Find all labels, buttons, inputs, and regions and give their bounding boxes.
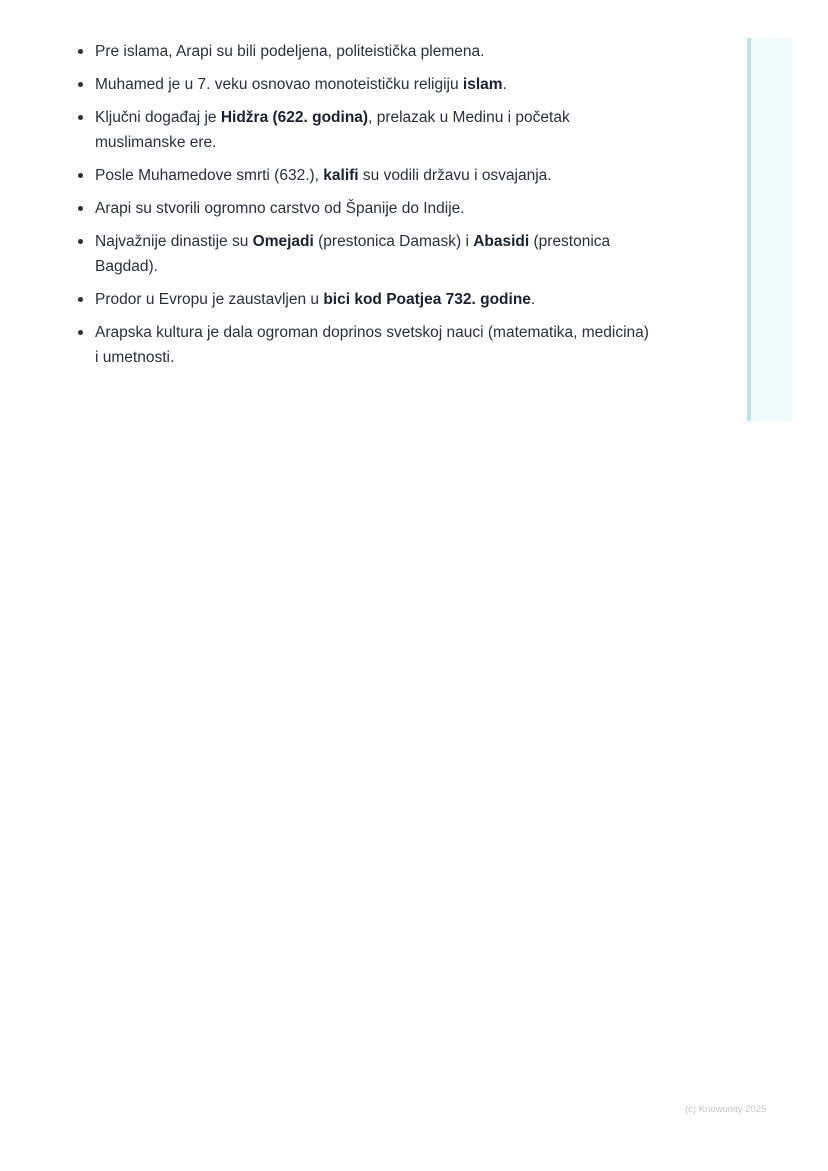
text: Arapi su stvorili ogromno carstvo od Španije do Indije. [95,200,465,217]
list-item [95,287,655,312]
text: Muhamed je u 7. veku osnovao monoteističku religiju [95,76,463,93]
list-item [95,196,655,221]
side-note-panel [747,38,792,421]
text: . [502,76,507,93]
list-item [95,105,655,155]
list-item [95,163,655,188]
bold-text: Abasidi [473,233,530,250]
text: (prestonica Bagdad). [95,233,611,275]
text: . [530,291,536,308]
copyright-footer: (c) Knowunity 2025 [685,1104,767,1115]
summary-bullet-list [95,39,655,378]
list-item [95,229,655,279]
bold-text: Omejadi [252,233,314,250]
text: Pre islama, Arapi su bili podeljena, politeistička plemena. [95,43,485,60]
bold-text: kalifi [323,167,359,184]
list-item [95,72,655,97]
text: Ključni događaj je [95,109,221,126]
text: Najvažnije dinastije su [95,233,253,250]
bold-text: Hidžra (622. godina) [220,109,369,126]
text: Prodor u Evropu je zaustavljen u [95,291,324,308]
text: (prestonica Damask) i [313,233,474,250]
list-item [95,39,655,64]
bold-text: bici kod Poatjea 732. godine [323,291,531,308]
text: Posle Muhamedove smrti (632.), [95,167,324,184]
text: su vodili državu i osvajanja. [358,167,552,184]
bold-text: islam [462,76,503,93]
text: , prelazak u Medinu i početak muslimanske ere. [95,109,570,151]
list-item [95,320,655,370]
text: Arapska kultura je dala ogroman doprinos svetskoj nauci (matematika, medicina) i umetnosti. [95,324,649,366]
